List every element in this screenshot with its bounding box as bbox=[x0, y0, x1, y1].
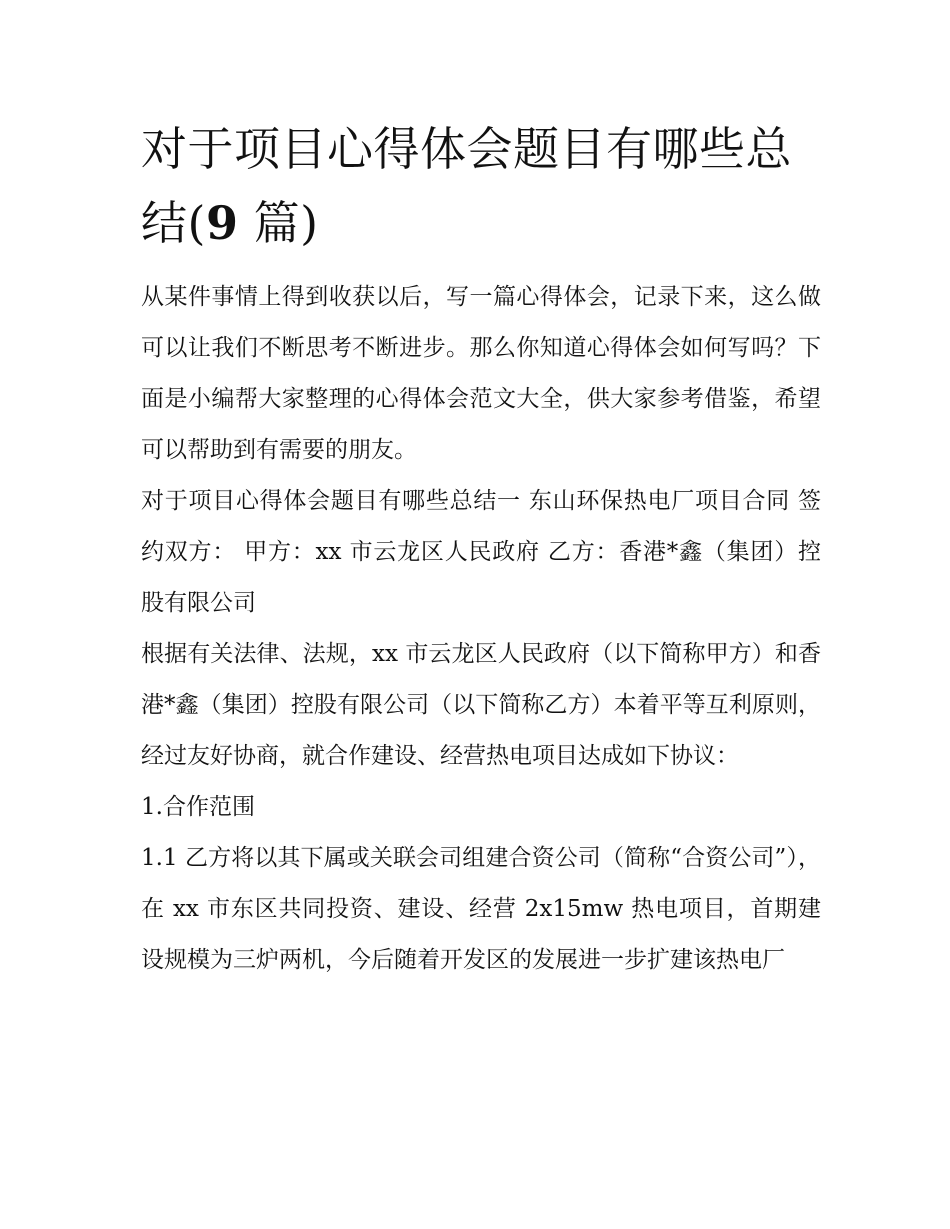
agreement-paragraph: 根据有关法律、法规，xx 市云龙区人民政府（以下简称甲方）和香港*鑫（集团）控股有限公司（以下简称乙方）本着平等互利原则，经过友好协商，就合作建设、经营热电项目达成如下协议： bbox=[141, 641, 821, 769]
document-page bbox=[141, 112, 821, 986]
document-body bbox=[141, 272, 821, 986]
title-suffix: 篇) bbox=[238, 196, 319, 250]
title-number: 9 bbox=[205, 196, 239, 250]
document-title bbox=[141, 112, 821, 260]
section-heading: 1.合作范围 bbox=[141, 794, 255, 820]
contract-header-paragraph: 对于项目心得体会题目有哪些总结一 东山环保热电厂项目合同 签约双方： 甲方：xx 市云龙区人民政府 乙方：香港*鑫（集团）控股有限公司 bbox=[141, 488, 821, 616]
intro-paragraph: 从某件事情上得到收获以后，写一篇心得体会，记录下来，这么做可以让我们不断思考不断进步。那么你知道心得体会如何写吗？下面是小编帮大家整理的心得体会范文大全，供大家参考借鉴，希望可以帮助到有需要的朋友。 bbox=[141, 284, 821, 463]
title-text: 对于项目心得体会题目有哪些总结( bbox=[141, 122, 792, 250]
clause-paragraph: 1.1 乙方将以其下属或关联会司组建合资公司（简称“合资公司”），在 xx 市东区共同投资、建设、经营 2x15mw 热电项目，首期建设规模为三炉两机，今后随着开发区的发展进一步扩建该热电厂 bbox=[141, 845, 821, 973]
